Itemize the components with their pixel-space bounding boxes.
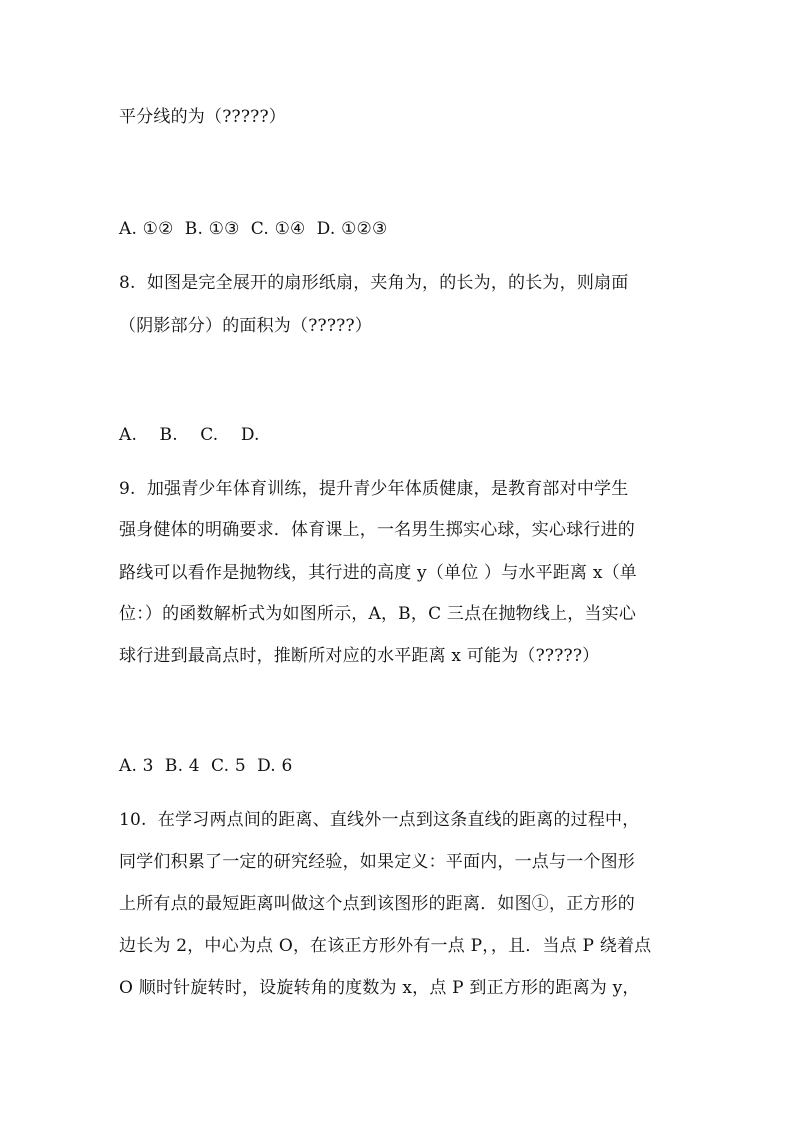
q10-line-1: 10. 在学习两点间的距离、直线外一点到这条直线的距离的过程中， [119, 810, 640, 830]
q9-line-1: 9. 加强青少年体育训练，提升青少年体质健康，是教育部对中学生 [119, 479, 629, 499]
q7-tail: 平分线的为（?????） [119, 107, 286, 127]
q10-line-5: O 顺时针旋转时，设旋转角的度数为 x，点 P 到正方形的距离为 y， [119, 978, 640, 998]
q10-line-2: 同学们积累了一定的研究经验，如果定义：平面内，一点与一个图形 [119, 852, 635, 872]
q9-options: A. 3 B. 4 C. 5 D. 6 [119, 756, 293, 776]
q8-options: A. B. C. D. [119, 425, 260, 445]
q7-options: A. ①② B. ①③ C. ①④ D. ①②③ [119, 219, 388, 239]
q8-line-2: （阴影部分）的面积为（?????） [119, 316, 372, 336]
q10-line-3: 上所有点的最短距离叫做这个点到该图形的距离．如图①，正方形的 [119, 894, 635, 914]
q9-line-3: 路线可以看作是抛物线，其行进的高度 y（单位 ）与水平距离 x（单 [119, 563, 638, 583]
q8-line-1: 8. 如图是完全展开的扇形纸扇，夹角为，的长为，的长为，则扇面 [119, 273, 629, 293]
q10-line-4: 边长为 2，中心为点 O，在该正方形外有一点 P，，且．当点 P 绕着点 [119, 936, 652, 956]
q9-line-2: 强身健体的明确要求．体育课上，一名男生掷实心球，实心球行进的 [119, 520, 635, 540]
q9-line-4: 位：）的函数解析式为如图所示，A，B，C 三点在抛物线上，当实心 [119, 604, 637, 624]
q9-line-5: 球行进到最高点时，推断所对应的水平距离 x 可能为（?????） [119, 646, 600, 666]
